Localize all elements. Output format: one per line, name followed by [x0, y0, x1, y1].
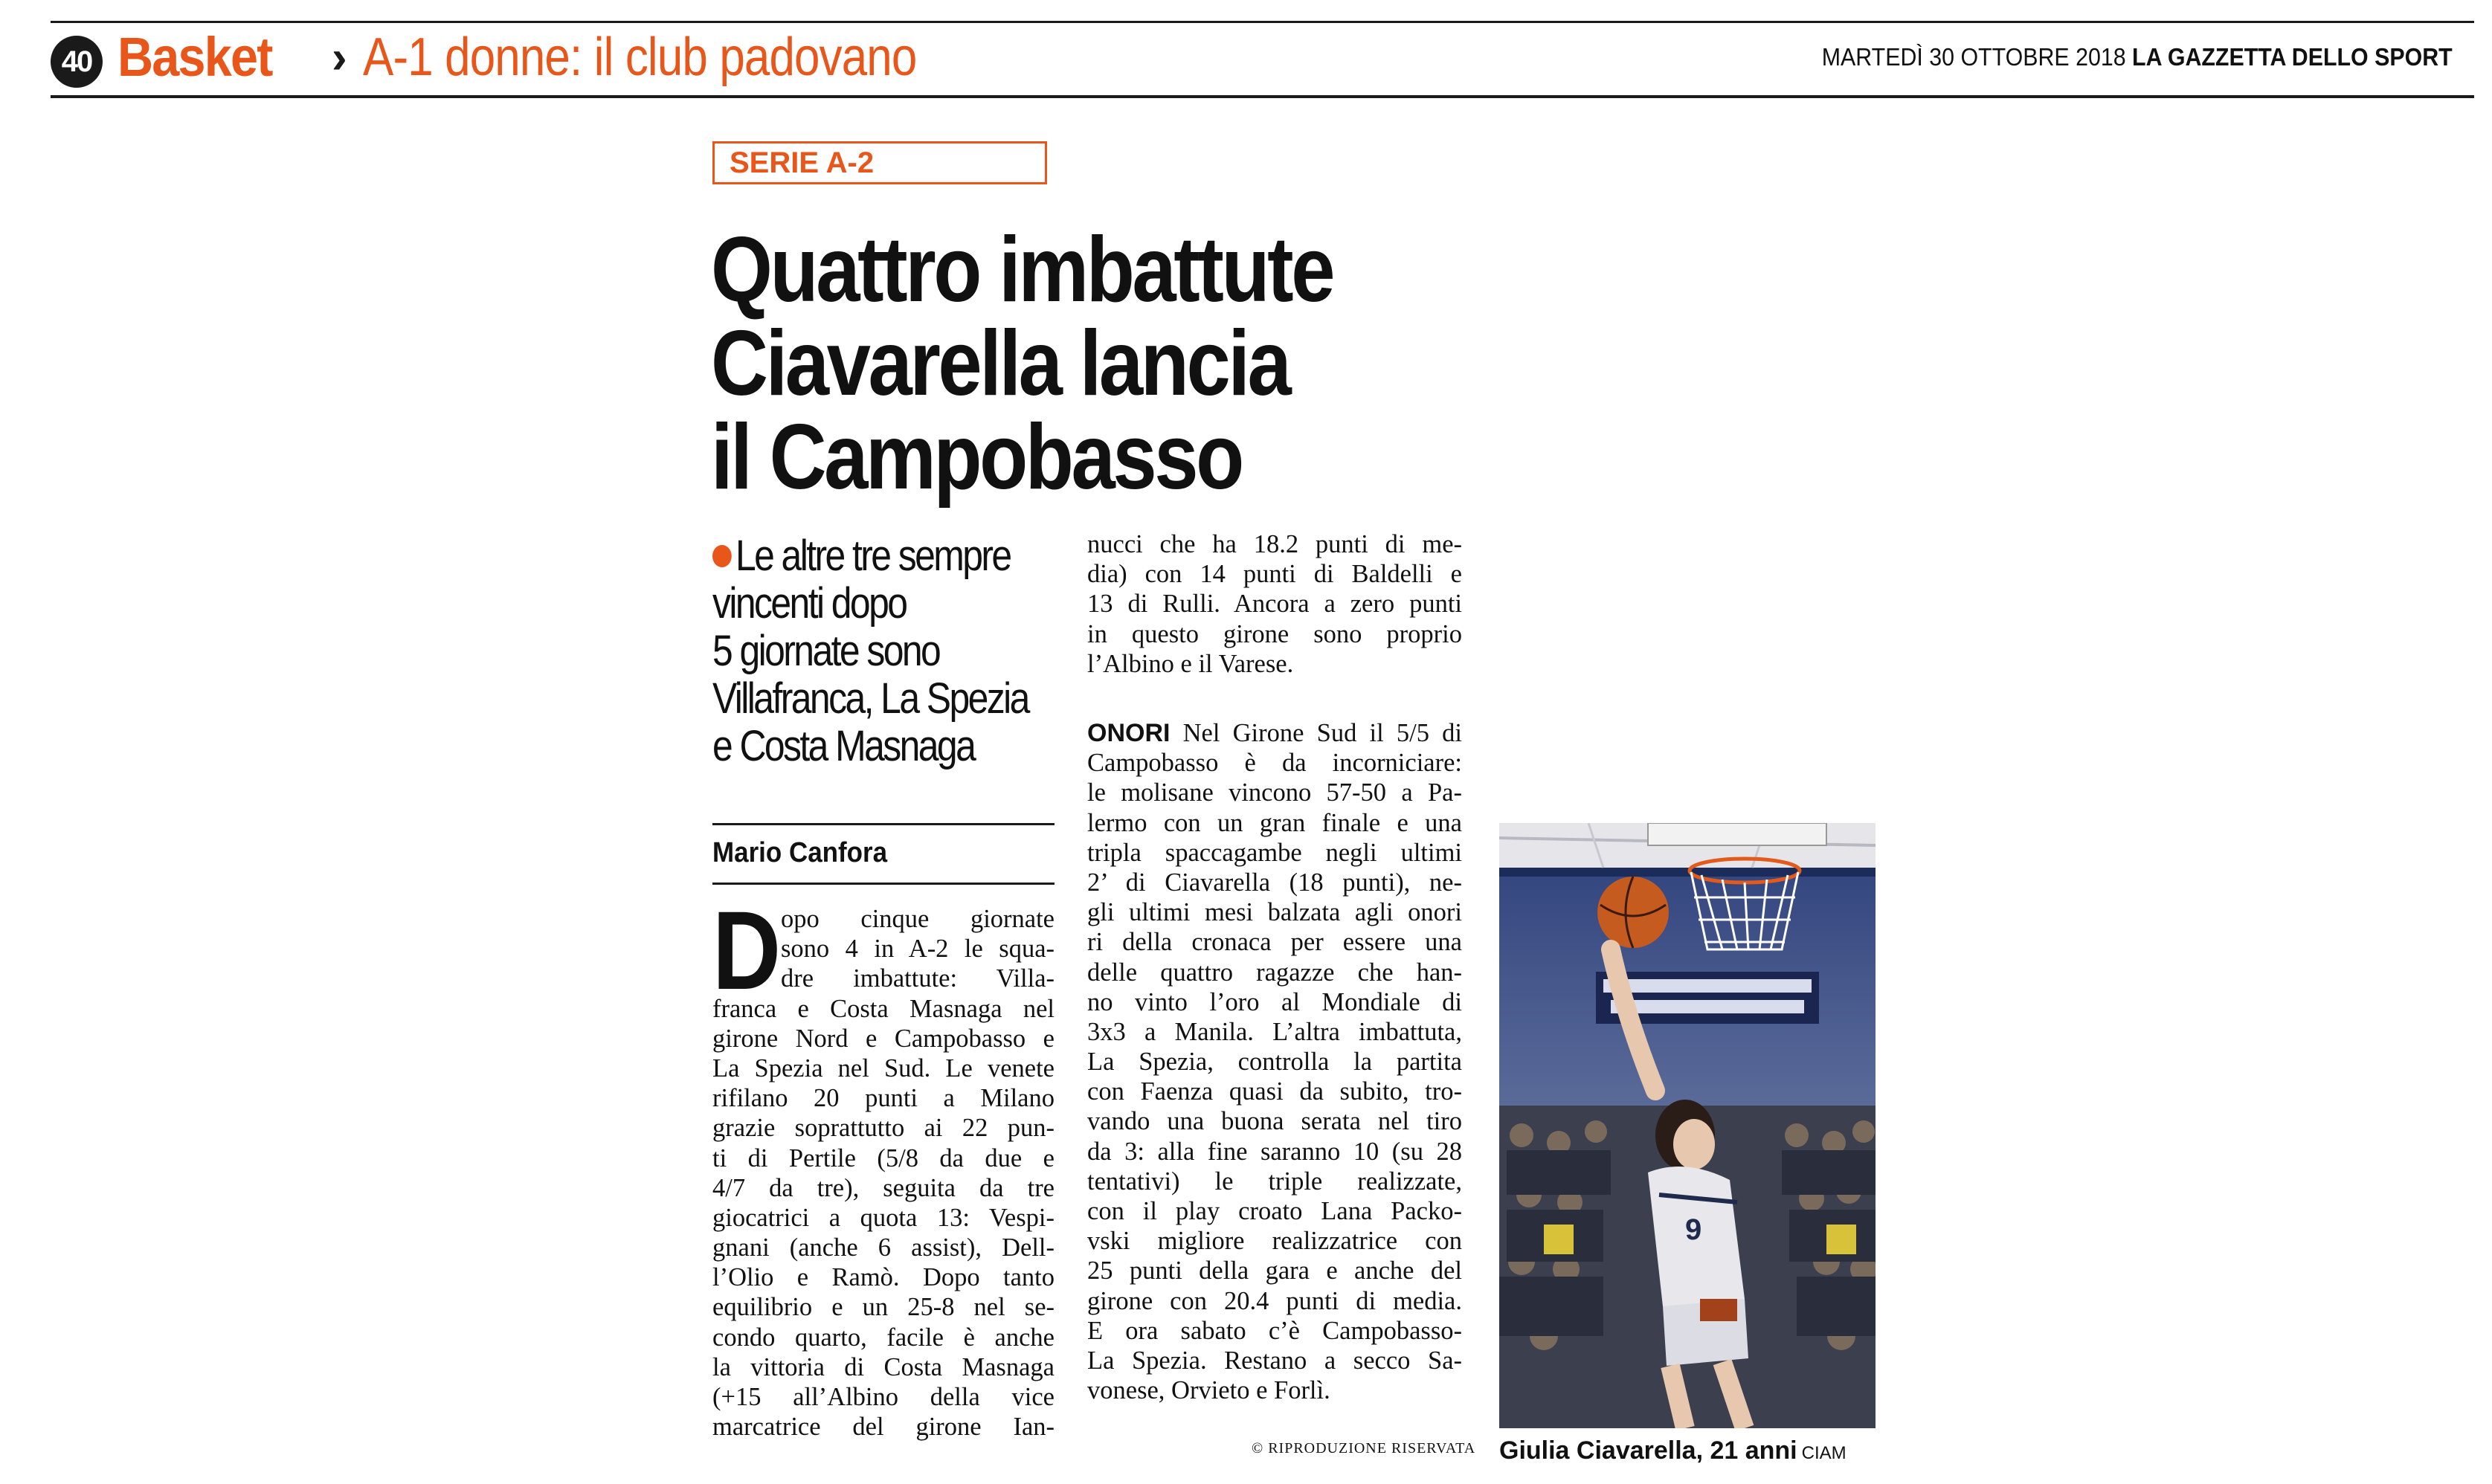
body-line: vonese, Orvieto e Forlì. — [1087, 1376, 1330, 1405]
page-header — [51, 28, 2475, 95]
body-line: grazie soprattutto ai 22 pun- — [712, 1114, 1055, 1143]
body-line: dia) con 14 punti di Baldelli e — [1087, 560, 1462, 589]
body-line: no vinto l’oro al Mondiale di — [1087, 987, 1462, 1016]
summary-line: 5 giornate sono — [712, 627, 940, 675]
body-line: girone con 20.4 punti di media. — [1087, 1286, 1462, 1315]
body-line: rifilano 20 punti a Milano — [712, 1084, 1055, 1113]
body-line: l’Albino e il Varese. — [1087, 649, 1294, 678]
issue-date: MARTEDÌ 30 OTTOBRE 2018 — [1822, 43, 2126, 71]
chevron-right-icon: › — [332, 32, 347, 83]
body-line: tentativi) le triple realizzate, — [1087, 1167, 1462, 1196]
kicker-box — [712, 141, 1047, 184]
body-line: l’Olio e Ramò. Dopo tanto — [712, 1263, 1055, 1292]
body-line: vski migliore realizzatrice con — [1087, 1227, 1462, 1256]
bullet-icon — [712, 545, 732, 567]
article-summary — [712, 532, 1071, 770]
body-line: equilibrio e un 25-8 nel se- — [712, 1293, 1055, 1322]
body-line: franca e Costa Masnaga nel — [712, 994, 1055, 1023]
body-line: giocatrici a quota 13: Vespi- — [712, 1203, 1055, 1232]
section-title: Basket — [117, 26, 272, 88]
body-column-1 — [712, 888, 1055, 1442]
body-line: nucci che ha 18.2 punti di me- — [1087, 530, 1462, 558]
summary-line: Le altre tre sempre — [735, 532, 1011, 580]
player-photo — [1499, 823, 1876, 1428]
body-line: ti di Pertile (5/8 da due e — [712, 1143, 1055, 1172]
body-line: con Faenza quasi da subito, tro- — [1087, 1077, 1462, 1106]
body-line: (+15 all’Albino della vice — [712, 1383, 1055, 1411]
body-line: 4/7 da tre), seguita da tre — [712, 1173, 1055, 1202]
headline-line: Ciavarella lancia — [711, 312, 1290, 415]
body-line: sono 4 in A-2 le squa- — [781, 935, 1055, 964]
body-line: condo quarto, facile è anche — [712, 1323, 1055, 1352]
summary-line: Villafranca, La Spezia — [712, 674, 1028, 723]
byline: Mario Canfora — [712, 837, 888, 868]
body-line: in questo girone sono proprio — [1087, 619, 1462, 648]
body-line: gnani (anche 6 assist), Dell- — [712, 1233, 1055, 1262]
body-line: la vittoria di Costa Masnaga — [712, 1352, 1055, 1381]
body-line: La Spezia nel Sud. Le venete — [712, 1054, 1055, 1083]
byline-top-rule — [712, 823, 1055, 825]
body-column-2-top — [1087, 529, 1462, 679]
headline-line: Quattro imbattute — [711, 219, 1333, 321]
summary-line: e Costa Masnaga — [712, 722, 975, 770]
body-column-2 — [1087, 718, 1462, 1405]
body-line: opo cinque giornate — [781, 905, 1055, 933]
page-number: 40 — [51, 36, 103, 88]
body-line: da 3: alla fine saranno 10 (su 28 — [1087, 1137, 1462, 1166]
header-rule — [51, 95, 2474, 98]
body-line: ri della cronaca per essere una — [1087, 928, 1462, 957]
body-line: delle quattro ragazze che han- — [1087, 958, 1462, 987]
summary-line: vincenti dopo — [712, 579, 907, 628]
kicker-label: SERIE A-2 — [730, 146, 875, 179]
copyright-notice: © RIPRODUZIONE RISERVATA — [1252, 1440, 1476, 1456]
subsection-title: A-1 donne: il club padovano — [363, 28, 917, 87]
newspaper-name: LA GAZZETTA DELLO SPORT — [2132, 43, 2453, 71]
body-line: con il play croato Lana Packo- — [1087, 1197, 1462, 1225]
top-rule — [51, 21, 2474, 23]
body-line: E ora sabato c’è Campobasso- — [1087, 1316, 1462, 1345]
body-line: lermo con un gran finale e una — [1087, 808, 1462, 837]
body-line: vando una buona serata nel tiro — [1087, 1107, 1462, 1136]
body-line: le molisane vincono 57-50 a Pa- — [1087, 778, 1462, 807]
byline-bottom-rule — [712, 883, 1055, 885]
body-line: Campobasso è da incorniciare: — [1087, 749, 1462, 778]
dateline — [1822, 43, 2453, 71]
caption-text: Giulia Ciavarella, 21 anni — [1499, 1436, 1797, 1465]
body-line: gli ultimi mesi balzata agli onori — [1087, 898, 1462, 927]
headline — [711, 219, 1414, 509]
body-line: 25 punti della gara e anche del — [1087, 1256, 1462, 1285]
photo-caption — [1499, 1436, 1876, 1465]
body-line: 13 di Rulli. Ancora a zero punti — [1087, 590, 1462, 619]
drop-cap: D — [712, 888, 782, 1013]
headline-line: il Campobasso — [711, 406, 1242, 509]
body-line: ONORI Nel Girone Sud il 5/5 di — [1087, 719, 1462, 747]
body-line: girone Nord e Campobasso e — [712, 1024, 1055, 1053]
jersey-number: 9 — [1685, 1213, 1702, 1246]
body-line: La Spezia, controlla la partita — [1087, 1048, 1462, 1077]
paragraph-lead: ONORI — [1087, 719, 1171, 747]
body-line: marcatrice del girone Ian- — [712, 1413, 1055, 1442]
photo-credit: CIAM — [1801, 1443, 1847, 1463]
body-line: 2’ di Ciavarella (18 punti), ne- — [1087, 868, 1462, 897]
body-line: La Spezia. Restano a secco Sa- — [1087, 1346, 1462, 1375]
body-line: 3x3 a Manila. L’altra imbattuta, — [1087, 1017, 1462, 1046]
body-line: tripla spaccagambe negli ultimi — [1087, 838, 1462, 867]
body-line: dre imbattute: Villa- — [781, 964, 1055, 993]
